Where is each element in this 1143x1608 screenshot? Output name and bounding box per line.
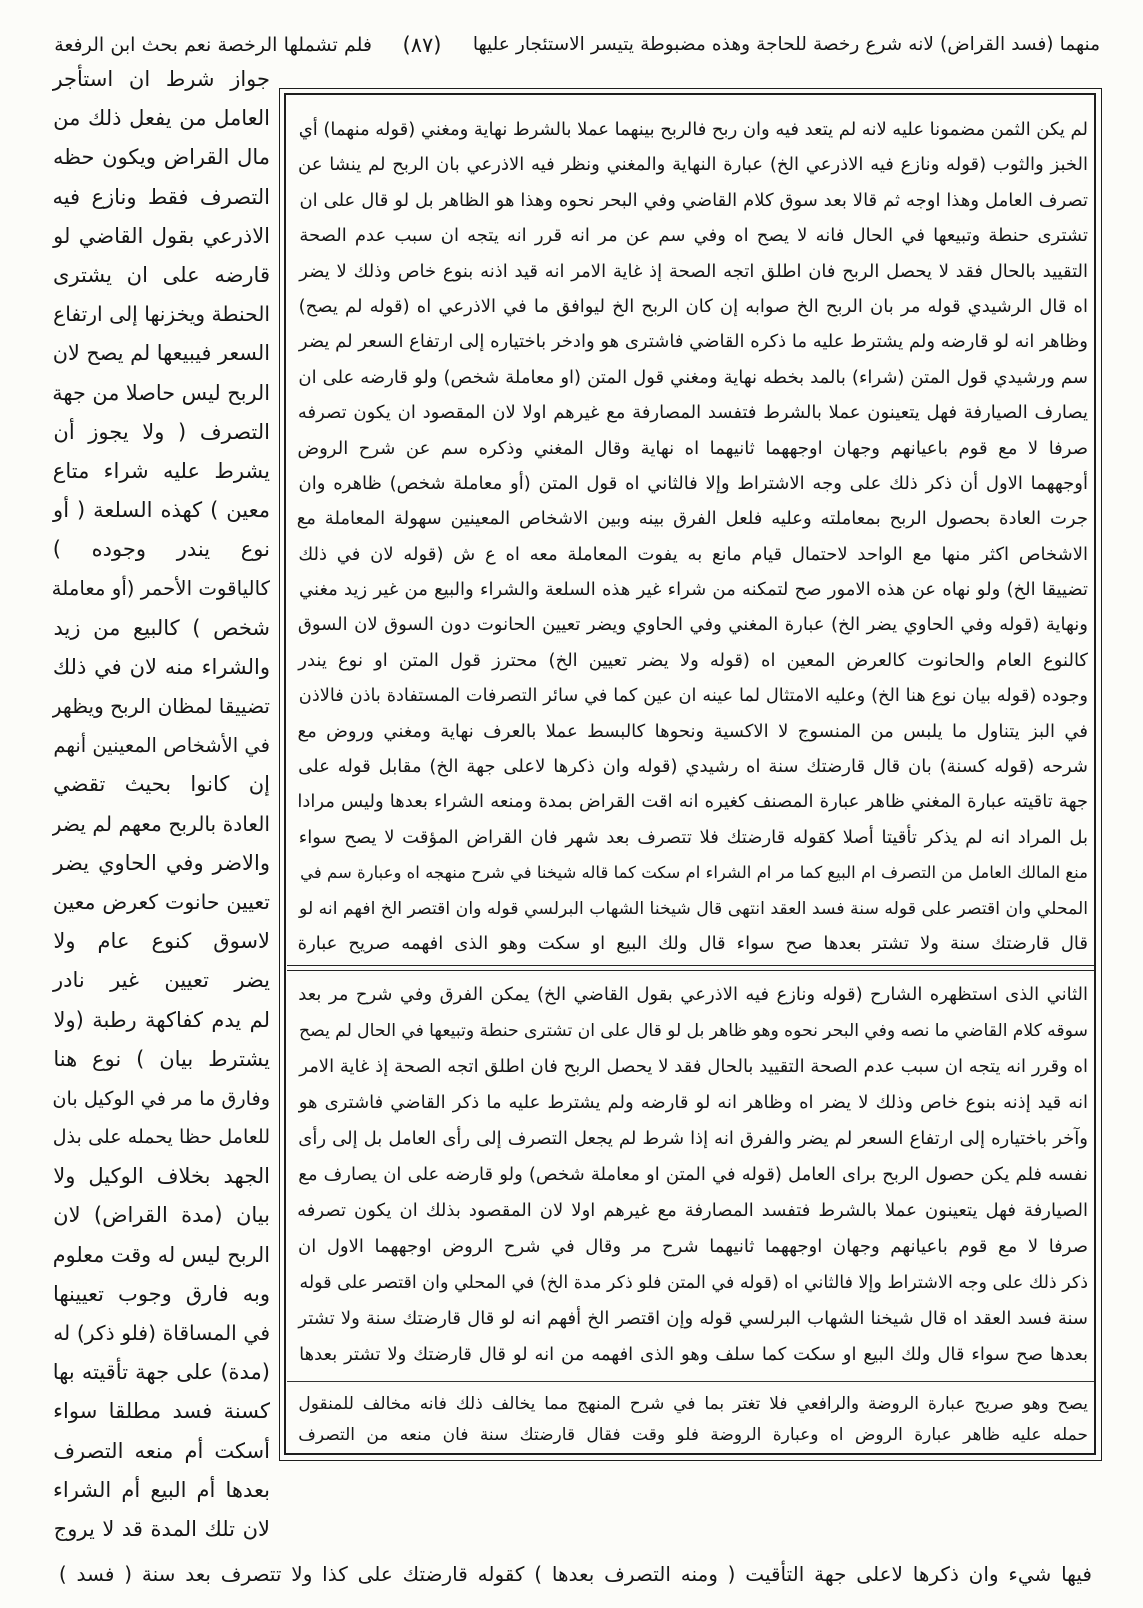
hashiya-upper-line bbox=[293, 784, 1088, 819]
hashiya-lower-section bbox=[293, 977, 1088, 1373]
margin-text-line bbox=[52, 256, 270, 295]
hashiya-upper-line-text: قال قارضتك سنة ولا تشتر بعدها صح سواء قال ولك البيع او سكت وهو الذى افهمه صريح عبارة bbox=[297, 932, 1088, 954]
margin-text-line-text: كسنة فسد مطلقا سواء bbox=[53, 1399, 270, 1424]
note-divider bbox=[287, 1381, 1094, 1382]
hashiya-upper-line-text: في البز يتناول ما يلبس من المنسوج لا الاكسية ونحوها كالبسط عملا بالعرف نهاية ومغني وروض مع bbox=[297, 720, 1088, 742]
note-line bbox=[293, 1388, 1088, 1419]
hashiya-lower-line bbox=[293, 1193, 1088, 1229]
margin-text-line-text: قارضه على ان يشترى bbox=[53, 262, 270, 287]
hashiya-upper-line-text: اه قال الرشيدي قوله مر بان الربح الخ صوابه إن كان الربح الخ ليوافق ما في الاذرعي اه (قوله لم يصح) bbox=[298, 295, 1088, 317]
hashiya-lower-line bbox=[293, 1013, 1088, 1049]
margin-text-line bbox=[52, 1001, 270, 1040]
margin-text-line-text: يشرط عليه شراء متاع bbox=[52, 458, 270, 483]
hashiya-lower-line-text: صرفا لا مع قوم باعيانهم وجهان اوجههما ثانيهما شرح مر وقال في شرح الروض اوجههما الاول ان bbox=[297, 1236, 1088, 1257]
margin-text-line-text: والشراء منه لان في ذلك bbox=[52, 654, 270, 679]
hashiya-upper-line-text: يصارف الصيارفة فهل يتعينون عملا بالشرط فتفسد المصارفة مع غيرهم اولا لان المقصود ان يكون تصرفه bbox=[297, 402, 1088, 424]
hashiya-lower-line-text: سوقه كلام القاضي ما نصه وفي البحر نحوه وهو ظاهر بل لو قال على ان تشترى حنطة وتبيعها في الحال لم يصح bbox=[298, 1021, 1088, 1041]
hashiya-upper-line-text: وجوده (قوله بيان نوع هنا الخ) وعليه الامتثال لما عينه ان عين كما في سائر التصرفات المستفادة باذن فالاذن bbox=[298, 686, 1088, 707]
hashiya-upper-line bbox=[293, 147, 1088, 182]
margin-text-line-text: وفارق ما مر في الوكيل بان bbox=[52, 1086, 270, 1110]
margin-text-line bbox=[52, 491, 270, 530]
running-header-left-text: فلم تشملها الرخصة نعم بحث ابن الرفعة bbox=[54, 34, 372, 56]
hashiya-upper-line bbox=[293, 254, 1088, 289]
margin-text-line bbox=[52, 1118, 270, 1157]
margin-text-line bbox=[52, 687, 270, 726]
hashiya-upper-line bbox=[293, 112, 1088, 147]
note-line-text: يصح وهو صريح عبارة الروضة والرافعي فلا تغتر بما في شرح المنهج مما يخالف ذلك فانه مخالف للمنقول bbox=[298, 1394, 1088, 1414]
hashiya-upper-line-text: وظاهر انه لو قارضه ولم يشترط عليه ما ذكره القاضي فاشترى هو وادخر باختياره إلى ارتفاع السعر لم يضر bbox=[298, 331, 1088, 353]
margin-text-line-text: الربح ليس حاصلا من جهة bbox=[52, 380, 270, 405]
hashiya-lower-line-text: سنة فسد العقد اه قال شيخنا الشهاب البرلسي قوله وإن اقتصر الخ أفهم انه لو قال قارضتك سنة ولا تشتر bbox=[298, 1308, 1088, 1329]
hashiya-upper-line-text: تضييقا الخ) ولو نهاه عن هذه الامور صح لتمكنه من شراء غير هذه السلعة والشراء والبيع من غير زيد مغني bbox=[299, 579, 1088, 601]
margin-text-line-text: في الأشخاص المعينين أنهم bbox=[53, 734, 270, 758]
hashiya-upper-line-text: منع المالك العامل من التصرف ام البيع كما مر ام الشراء ام سكت كما قاله شيخنا في شرح منهجه اه وعبارة سم في bbox=[300, 863, 1088, 883]
margin-text-line-text: الجهد بخلاف الوكيل ولا bbox=[53, 1164, 270, 1189]
note-line-text: حمله عليه ظاهر عبارة الروض اه وعبارة الروضة فلو وقت فقال قارضتك سنة فان منعه من التصرف bbox=[298, 1425, 1088, 1445]
margin-text-line bbox=[52, 1432, 270, 1471]
hashiya-upper-line bbox=[293, 749, 1088, 784]
margin-text-line bbox=[52, 1236, 270, 1275]
hashiya-upper-line bbox=[293, 537, 1088, 572]
margin-text-line bbox=[52, 961, 270, 1000]
margin-text-line-text: السعر فيبيعها لم يصح لان bbox=[52, 341, 270, 366]
margin-text-line bbox=[52, 1392, 270, 1431]
margin-text-line bbox=[52, 1314, 270, 1353]
hashiya-upper-line bbox=[293, 395, 1088, 430]
margin-text-line-text: التصرف ( ولا يجوز أن bbox=[53, 419, 270, 444]
margin-text-line-text: الربح ليس له وقت معلوم bbox=[52, 1242, 270, 1267]
hashiya-upper-line bbox=[293, 678, 1088, 713]
hashiya-lower-line-text: بعدها صح سواء قال ولك البيع او سكت كما سلف وهو الذى افهمه من انه لو قال قارضتك ولا تشتر بعدها bbox=[299, 1344, 1088, 1365]
margin-text-line-text: نوع يندر وجوده ) bbox=[52, 537, 270, 562]
margin-text-line bbox=[52, 1471, 270, 1510]
margin-text-line bbox=[52, 844, 270, 883]
hashiya-upper-line bbox=[293, 289, 1088, 324]
margin-text-line-text: كالياقوت الأحمر (أو معاملة bbox=[52, 577, 270, 601]
section-divider bbox=[287, 965, 1094, 971]
margin-text-line-text: والاضر وفي الحاوي يضر bbox=[53, 850, 270, 875]
hashiya-upper-line bbox=[293, 431, 1088, 466]
hashiya-upper-line-text: المحلي وان اقتصر على قوله سنة فسد العقد انتهى قال شيخنا الشهاب البرلسي قوله وان اقتصر الخ افهم انه لو bbox=[299, 898, 1088, 919]
hashiya-upper-line-text: سم ورشيدي قول المتن (شراء) بالمد بخطه نهاية ومغني قول المتن (او معاملة شخص) ولو قارضه على ان bbox=[298, 366, 1088, 388]
hashiya-upper-line bbox=[293, 501, 1088, 536]
hashiya-upper-line-text: تشترى حنطة وتبيعها في الحال فانه لا يصح اه وفي سم عن مر انه قرر انه يتجه ان سبب عدم الصحة bbox=[299, 225, 1088, 247]
margin-text-line-text: لان تلك المدة قد لا يروج bbox=[53, 1516, 270, 1541]
margin-text-line bbox=[52, 178, 270, 217]
margin-text-line bbox=[52, 1079, 270, 1118]
running-header-right-text: منهما (فسد القراض) لانه شرع رخصة للحاجة وهذه مضبوطة يتيسر الاستئجار عليها bbox=[472, 34, 1100, 55]
margin-text-line bbox=[52, 60, 270, 99]
bottom-note-section bbox=[293, 1388, 1088, 1450]
margin-text-line bbox=[52, 99, 270, 138]
hashiya-lower-line bbox=[293, 1157, 1088, 1193]
hashiya-lower-line bbox=[293, 1085, 1088, 1121]
hashiya-upper-line-text: لم يكن الثمن مضمونا عليه لانه لم يتعد فيه وان ربح فالربح بينهما عملا بالشرط نهاية ومغني (قوله منهما) أي bbox=[298, 119, 1088, 140]
hashiya-lower-line bbox=[293, 1265, 1088, 1301]
margin-text-line-text: الاذرعي بقول القاضي لو bbox=[53, 223, 270, 248]
hashiya-upper-line bbox=[293, 643, 1088, 678]
margin-text-line-text: معين ) كهذه السلعة ( أو bbox=[53, 498, 270, 523]
hashiya-upper-line bbox=[293, 855, 1088, 890]
margin-text-line bbox=[52, 374, 270, 413]
hashiya-upper-line bbox=[293, 714, 1088, 749]
margin-text-line bbox=[52, 1040, 270, 1079]
page-number bbox=[380, 26, 464, 64]
hashiya-lower-line-text: الثاني الذى استظهره الشارح (قوله ونازع فيه الاذرعي بقول القاضي الخ) يمكن الفرق وفي شرح مر بعد bbox=[298, 984, 1088, 1005]
margin-text-line-text: للعامل حظا يحمله على بذل bbox=[52, 1126, 270, 1149]
margin-text-line-text: تضييقا لمظان الربح ويظهر bbox=[52, 694, 270, 718]
hashiya-lower-line-text: اه وقرر انه يتجه ان سبب عدم الصحة التقييد بالحال فقد لا يحصل الربح فان اطلق اتجه الصحة إذ غاية الامر bbox=[299, 1056, 1088, 1077]
margin-text-line-text: لم يدم كفاكهة رطبة (ولا bbox=[53, 1007, 270, 1032]
margin-text-line bbox=[52, 805, 270, 844]
margin-text-line bbox=[52, 1353, 270, 1392]
hashiya-lower-line-text: الصيارفة فهل يتعينون عملا بالشرط فتفسد المصارفة مع غيرهم اولا لان المقصود بذلك ان يكون تصرفه bbox=[297, 1200, 1088, 1221]
hashiya-upper-line bbox=[293, 607, 1088, 642]
hashiya-upper-line bbox=[293, 891, 1088, 926]
hashiya-upper-line-text: شرحه (قوله كسنة) بان قال قارضتك سنة اه رشيدي (قوله وان ذكرها لاعلى جهة الخ) مقابل قوله على bbox=[298, 756, 1088, 778]
margin-text-line bbox=[52, 1196, 270, 1235]
margin-text-line bbox=[52, 765, 270, 804]
hashiya-upper-line bbox=[293, 360, 1088, 395]
hashiya-upper-line-text: تصرف العامل وهذا اوجه ثم قالا بعد سوق كلام القاضي وفي البحر نحوه وهذا هو الظاهر بل لو قال على ان bbox=[299, 189, 1088, 211]
hashiya-lower-line bbox=[293, 977, 1088, 1013]
margin-text-line-text: العامل من يفعل ذلك من bbox=[53, 106, 270, 131]
hashiya-upper-line bbox=[293, 820, 1088, 855]
running-header-right bbox=[470, 26, 1100, 64]
margin-text-line bbox=[52, 295, 270, 334]
margin-text-line-text: أسكت أم منعه التصرف bbox=[53, 1438, 270, 1463]
margin-text-line-text: في المساقاة (فلو ذكر) له bbox=[53, 1321, 270, 1345]
hashiya-lower-line-text: نفسه فلم يكن حصول الربح براى العامل (قوله في المتن او معاملة شخص) ولو قارضه على ان يصارف مع bbox=[298, 1164, 1088, 1185]
hashiya-upper-line bbox=[293, 324, 1088, 359]
margin-text-line-text: جواز شرط ان استأجر bbox=[52, 67, 270, 91]
note-line bbox=[293, 1419, 1088, 1450]
footer-text-line bbox=[52, 1555, 1092, 1593]
margin-text-line bbox=[52, 1157, 270, 1196]
margin-text-line-text: لاسوق كنوع عام ولا bbox=[53, 929, 270, 954]
margin-text-line-text: التصرف فقط ونازع فيه bbox=[52, 184, 270, 209]
hashiya-upper-line-text: جرت العادة بحصول الربح بمعاملته وعليه فلعل الفرق بينه وبين الاشخاص المعينين سهولة المعاملة مع bbox=[296, 508, 1088, 530]
margin-text-line bbox=[52, 1510, 270, 1549]
margin-text-line-text: بيان (مدة القراض) لان bbox=[53, 1203, 270, 1228]
margin-text-line-text: شخص ) كالبيع من زيد bbox=[53, 615, 270, 640]
hashiya-upper-line-text: أوجههما الاول أن ذكر ذلك على وجه الاشتراط وإلا فالثاني اه قول المتن (أو معاملة شخص) ظاهره وان bbox=[298, 472, 1088, 494]
hashiya-upper-line-text: صرفا لا مع قوم باعيانهم وجهان اوجههما ثانيهما اه نهاية وقال المغني وذكره سم عن شرح الروض bbox=[297, 437, 1088, 459]
hashiya-upper-line-text: بل المراد انه لم يذكر تأقيتا أصلا كقوله قارضتك فلا تتصرف بعد شهر فان القراض المؤقت لا يصح سواء bbox=[298, 826, 1088, 848]
margin-column bbox=[52, 60, 270, 1549]
hashiya-upper-section bbox=[293, 112, 1088, 961]
margin-text-line-text: تعيين حانوت كعرض معين bbox=[52, 889, 270, 914]
hashiya-upper-line bbox=[293, 926, 1088, 961]
hashiya-lower-line-text: وآخر باختياره إلى ارتفاع السعر لم يضر والفرق انه إذا شرط لم يجعل التصرف إلى رأى العامل بل إلى رأى bbox=[298, 1128, 1088, 1149]
margin-text-line bbox=[52, 413, 270, 452]
margin-text-line-text: يضر تعيين غير نادر bbox=[52, 968, 270, 993]
hashiya-upper-line bbox=[293, 183, 1088, 218]
hashiya-lower-line bbox=[293, 1337, 1088, 1373]
margin-text-line bbox=[52, 569, 270, 608]
margin-text-line-text: وبه فارق وجوب تعيينها bbox=[52, 1281, 270, 1306]
running-header-left bbox=[52, 26, 372, 64]
margin-text-line bbox=[52, 452, 270, 491]
hashiya-lower-line bbox=[293, 1229, 1088, 1265]
margin-text-line bbox=[52, 217, 270, 256]
margin-text-line bbox=[52, 726, 270, 765]
margin-text-line bbox=[52, 883, 270, 922]
hashiya-upper-line-text: جهة تاقيته عبارة المغني ظاهر عبارة المصنف كغيره انه اقت القراض بمدة ومنعه الشراء بعدها وليس مرادا bbox=[297, 791, 1088, 813]
margin-text-line bbox=[52, 609, 270, 648]
margin-text-line-text: (مدة) على جهة تأقيته بها bbox=[52, 1360, 270, 1385]
margin-text-line-text: يشترط بيان ) نوع هنا bbox=[53, 1046, 270, 1071]
margin-text-line bbox=[52, 334, 270, 373]
margin-text-line bbox=[52, 922, 270, 961]
margin-text-line-text: بعدها أم البيع أم الشراء bbox=[53, 1477, 270, 1502]
hashiya-lower-line-text: انه قيد إذنه بنوع خاص وذلك لا يضر اه وظاهر انه لو قارضه ولم يشترط عليه ما ذكر القاضي فاشترى هو bbox=[298, 1092, 1088, 1113]
margin-text-line bbox=[52, 648, 270, 687]
margin-text-line bbox=[52, 1275, 270, 1314]
hashiya-upper-line-text: كالنوع العام والحانوت كالعرض المعين اه (قوله ولا يضر تعيين الخ) محترز قول المتن او نوع يندر bbox=[298, 649, 1088, 671]
margin-text-line-text: الحنطة ويخزنها إلى ارتفاع bbox=[53, 302, 270, 327]
hashiya-upper-line-text: الخبز والثوب (قوله ونازع فيه الاذرعي الخ) عبارة النهاية والمغني ونظر فيه الاذرعي بان الربح لم ينشا عن bbox=[298, 154, 1088, 176]
hashiya-upper-line bbox=[293, 572, 1088, 607]
hashiya-upper-line bbox=[293, 466, 1088, 501]
hashiya-lower-line bbox=[293, 1121, 1088, 1157]
margin-text-line-text: العادة بالربح معهم لم يضر bbox=[52, 811, 270, 836]
hashiya-lower-line-text: ذكر ذلك على وجه الاشتراط وإلا فالثاني اه (قوله في المتن فلو ذكر مدة الخ) في المحلي وان اقتصر على قوله bbox=[299, 1273, 1088, 1293]
hashiya-upper-line-text: الاشخاص اكثر منها مع الواحد لاحتمال قيام مانع به يفوت المعاملة معه اه ع ش (قوله لان في ذلك bbox=[298, 543, 1088, 565]
page-number-text: (٨٧) bbox=[402, 33, 442, 57]
margin-text-line-text: مال القراض ويكون حظه bbox=[52, 145, 270, 170]
hashiya-lower-line bbox=[293, 1301, 1088, 1337]
hashiya-upper-line-text: ونهاية (قوله وفي الحاوي يضر الخ) عبارة المغني وفي الحاوي ويضر تعيين الحانوت دون السوق لان السوق bbox=[297, 614, 1088, 636]
margin-text-line-text: إن كانوا بحيث تقضي bbox=[53, 772, 270, 797]
margin-text-line bbox=[52, 138, 270, 177]
footer-text: فيها شيء وان ذكرها لاعلى جهة التأقيت ( ومنه التصرف بعدها ) كقوله قارضتك على كذا ولا تتصرف بعد سنة ( فسد ) bbox=[58, 1562, 1092, 1586]
hashiya-lower-line bbox=[293, 1049, 1088, 1085]
margin-text-line bbox=[52, 530, 270, 569]
hashiya-upper-line bbox=[293, 218, 1088, 253]
hashiya-upper-line-text: التقييد بالحال فقد لا يحصل الربح فان اطلق اتجه الصحة إذ غاية الامر انه قيد اذنه بنوع خاص وذلك لا يضر bbox=[299, 260, 1088, 282]
